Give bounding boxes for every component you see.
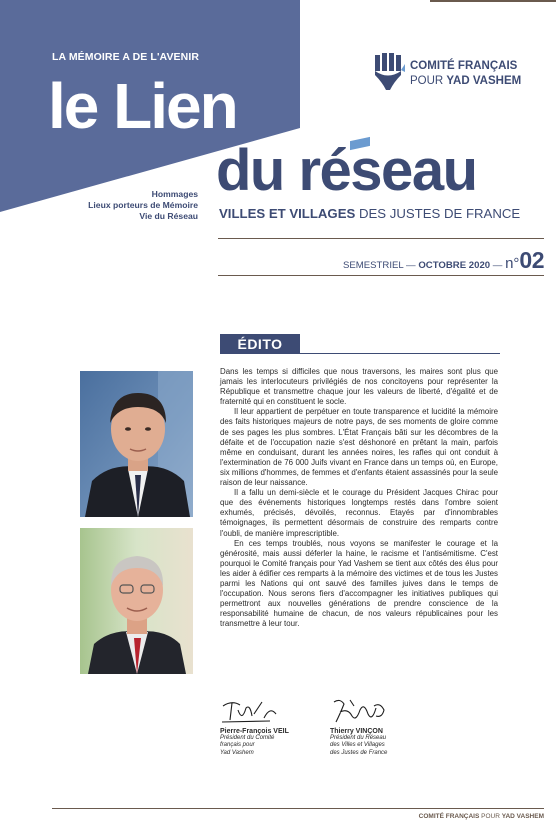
issue-date: OCTOBRE 2020 — [418, 260, 491, 271]
rubriques-list — [60, 189, 198, 223]
signatory-name: Thierry VINÇON — [330, 728, 383, 735]
masthead-title-line2: du réseau — [216, 138, 477, 203]
issue-rule-top — [218, 238, 544, 239]
rubrique-item: Vie du Réseau — [139, 211, 198, 222]
signatory-role: Président du Réseau — [330, 735, 387, 741]
issue-frequency: SEMESTRIEL — — [342, 260, 419, 271]
signature-block-vincon — [330, 696, 440, 757]
signatory-role: des Villes et Villages — [330, 742, 385, 749]
edito-paragraph: Il leur appartient de perpétuer en toute transparence et lucidité la mémoire des faits historiques majeurs de notre pays, de ses moments de gloire comme de ses pages les plus sombres. L'État Français bâti sur les décombres de la défaite et de l'occupation nazie s'est déshonoré en prêtant la main, parfois même en conduisant, durant les années noires, les rafles qui ont conduit à l'extermination de 76 000 Juifs vivant en France dans un temps où, en Europe, six millions d'hommes, de femmes et d'enfants étaient assassinés pour la seule raison de leur naissance. — [220, 407, 498, 488]
cfyv-logo — [374, 52, 544, 94]
handwritten-signature-veil — [220, 696, 280, 726]
subtitle-bold: VILLES ET VILLAGES — [219, 206, 356, 221]
logo-line1: COMITÉ FRANÇAIS — [410, 60, 518, 72]
issue-number-prefix: n° — [505, 255, 520, 272]
masthead-subtitle — [219, 206, 520, 221]
logo-line2-prefix: POUR — [410, 75, 447, 87]
issue-dash: — — [490, 260, 506, 271]
signatory-name: Pierre-François VEIL — [220, 728, 289, 735]
top-rule — [430, 0, 556, 2]
signatory-role: français pour — [220, 742, 255, 749]
footer-credit — [300, 813, 544, 820]
logo-line2 — [410, 75, 521, 87]
issue-rule-bottom — [218, 275, 544, 276]
issue-number: 02 — [519, 247, 544, 273]
handwritten-signature-vincon — [330, 696, 390, 726]
edito-paragraph: En ces temps troublés, nous voyons se manifester le courage et la générosité, mais aussi déferler la haine, le racisme et l'antisémitisme. C'est pourquoi le Comité français pour Yad Vashem se tient aux côtés des élus pour les aider à édifier ces remparts à la mémoire des victimes et de tous les Justes parmi les Nations qui ont sauvé des familles juives dans le temps de l'occupation. Nous serons fiers d'accompagner les initiatives publiques qui permettront aux nouvelles générations de prendre conscience de la responsabilité humaine de chacun, de nos valeurs républicaines pour les transmettre à leur tour. — [220, 538, 498, 629]
footer-bold2: YAD VASHEM — [501, 813, 544, 820]
edito-heading: ÉDITO — [220, 334, 300, 354]
edito-paragraph: Dans les temps si difficiles que nous traversons, les maires sont plus que jamais les interlocuteurs privilégiés de nos concitoyens pour représenter la République et transmettre chaque jour les valeurs de liberté, d'égalité et de fraternité qui en constituent le socle. — [220, 367, 498, 407]
signature-block-veil — [220, 696, 330, 757]
edito-paragraph: Il a fallu un demi-siècle et le courage du Président Jacques Chirac pour que des événements historiques longtemps restés dans l'ombre soient exhumés, précisés, dévoilés, reconnus. Etayés par d'innombrables témoignages, ils permettent désormais de construire des remparts contre l'oubli, de manière imprescriptible. — [220, 488, 498, 538]
issue-line — [216, 247, 544, 274]
edito-body — [220, 367, 498, 629]
footer-rest: POUR — [479, 813, 502, 820]
menorah-hand-icon — [374, 52, 406, 92]
footer-bold: COMITÉ FRANÇAIS — [418, 813, 480, 820]
logo-line2-bold: YAD VASHEM — [446, 75, 522, 87]
portrait-photo-vincon — [80, 528, 193, 674]
footer-rule — [52, 808, 544, 809]
portrait-photo-veil — [80, 371, 193, 517]
masthead-title-line1: le Lien — [48, 70, 237, 142]
subtitle-rest: DES JUSTES DE FRANCE — [355, 206, 521, 221]
signatory-role: Président du Comité — [220, 735, 275, 741]
rubrique-item: Hommages — [151, 189, 198, 199]
masthead-motto: LA MÉMOIRE A DE L'AVENIR — [52, 51, 200, 63]
signatory-role: des Justes de France — [330, 749, 388, 756]
rubrique-item: Lieux porteurs de Mémoire — [88, 200, 198, 211]
edito-rule — [300, 353, 500, 354]
signatory-role: Yad Vashem — [220, 749, 254, 756]
